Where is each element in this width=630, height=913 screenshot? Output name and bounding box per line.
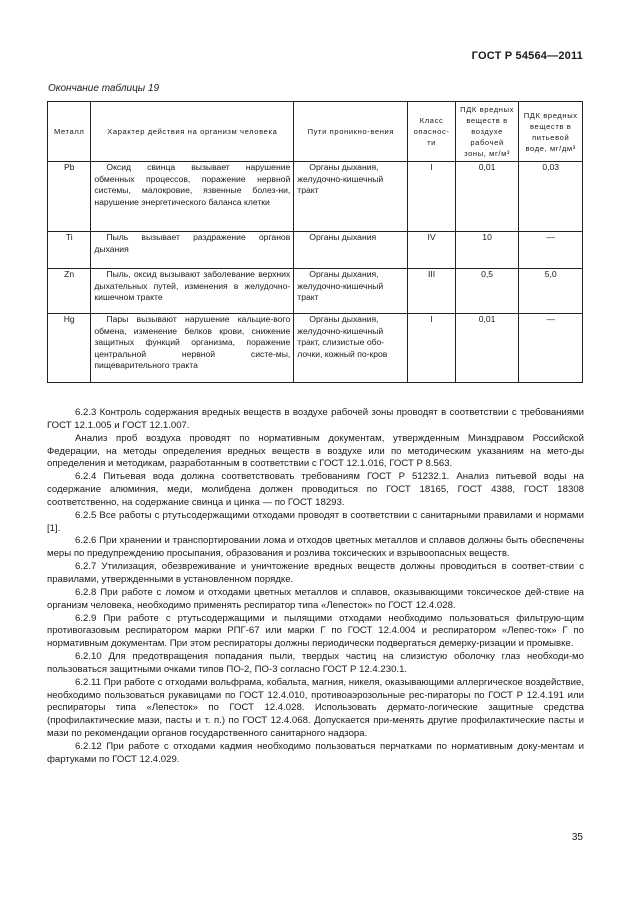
table-row (48, 162, 583, 232)
cell-path: Органы дыхания, желудочно-кишечный тракт (294, 269, 408, 314)
paragraph: 6.2.6 При хранении и транспортировании лома и отходов цветных металлов и сплавов должны быть обеспечены меры по предупреждению просыпания, образования и розлива токсических и взрывоопасных веществ. (47, 535, 584, 560)
paragraph: 6.2.4 Питьевая вода должна соответствовать требованиям ГОСТ Р 51232.1. Анализ питьевой воды на содержание алюминия, меди, молибдена должен проводиться по ГОСТ 18165, ГОСТ 4388, ГОСТ 18308 соответственно, на содержание свинца и цинка — по ГОСТ 18293. (47, 471, 584, 508)
col-header-metal: Металл (48, 102, 91, 162)
cell-metal: Pb (48, 162, 91, 232)
paragraph: Анализ проб воздуха проводят по нормативным документам, утвержденным Минздравом Российской Федерации, на методы определения вредных веществ в воздухе или по методическим указаниям на мето-ды определения и методикам, разработанным в соответствии с ГОСТ 12.1.016, ГОСТ Р 8.563. (47, 432, 584, 470)
table-row (48, 232, 583, 269)
body-text (47, 407, 584, 767)
cell-pdk-air: 0,01 (455, 162, 519, 232)
cell-action: Пыль вызывает раздражение органов дыхания (91, 232, 294, 269)
paragraph: 6.2.9 При работе с ртутьсодержащими и пылящими отходами необходимо пользоваться фильтрую-щим противогазовым респиратором марки РПГ-67 или марки Г по ГОСТ 12.4.004 и респиратором «Лепес-ток» Г по нормативным документам. При этом респираторы должны периодически подвергаться демерку-ризации и промывке. (47, 612, 584, 650)
hazard-table (47, 101, 583, 383)
standard-header: ГОСТ Р 54564—2011 (471, 50, 583, 62)
paragraph: 6.2.12 При работе с отходами кадмия необходимо пользоваться перчатками по нормативным доку-ментам и фартуками по ГОСТ 12.4.029. (47, 740, 584, 765)
cell-metal: Hg (48, 314, 91, 383)
col-header-path: Пути проникно-вения (294, 102, 408, 162)
cell-pdk-water: 5,0 (519, 269, 583, 314)
cell-class: I (408, 314, 455, 383)
cell-pdk-water: — (519, 232, 583, 269)
cell-path: Органы дыхания (294, 232, 408, 269)
cell-path: Органы дыхания, желудочно-кишечный тракт (294, 162, 408, 232)
col-header-pdk-air: ПДК вредных веществ в воздухе рабочей зоны, мг/м³ (455, 102, 519, 162)
cell-pdk-water: — (519, 314, 583, 383)
table-caption: Окончание таблицы 19 (48, 83, 160, 94)
paragraph: 6.2.10 Для предотвращения попадания пыли, твердых частиц на слизистую оболочку глаз необходи-мо пользоваться защитными очками типов ПО-2, ПО-3 согласно ГОСТ Р 12.4.230.1. (47, 651, 584, 675)
cell-class: I (408, 162, 455, 232)
cell-pdk-water: 0,03 (519, 162, 583, 232)
cell-metal: Ti (48, 232, 91, 269)
paragraph: 6.2.5 Все работы с ртутьсодержащими отходами проводят в соответствии с санитарными правилами и нормами [1]. (47, 509, 584, 534)
cell-metal: Zn (48, 269, 91, 314)
cell-class: IV (408, 232, 455, 269)
cell-action: Оксид свинца вызывает нарушение обменных процессов, поражение нервной системы, малокровие, язвенные болез-ни, нарушение энергетического баланса клетки (91, 162, 294, 232)
cell-pdk-air: 10 (455, 232, 519, 269)
table-row (48, 269, 583, 314)
paragraph: 6.2.7 Утилизация, обезвреживание и уничтожение вредных веществ должны проводиться в соответ-ствии с правилами, утвержденными в установленном порядке. (47, 561, 584, 585)
paragraph: 6.2.8 При работе с ломом и отходами цветных металлов и сплавов, оказывающими токсическое дей-ствие на организм человека, необходимо применять респиратор типа «Лепесток» по ГОСТ 12.4.028. (47, 586, 584, 611)
col-header-class: Класс опаснос-ти (408, 102, 455, 162)
cell-path: Органы дыхания, желудочно-кишечный тракт, слизистые обо-лочки, кожный по-кров (294, 314, 408, 383)
cell-action: Пыль, оксид вызывают заболевание верхних дыхательных путей, изменения в желудочно-кишечном тракте (91, 269, 294, 314)
table-header-row (48, 102, 583, 162)
paragraph: 6.2.3 Контроль содержания вредных веществ в воздухе рабочей зоны проводят в соответствии с требованиями ГОСТ 12.1.005 и ГОСТ 12.1.007. (47, 407, 584, 431)
paragraph: 6.2.11 При работе с отходами вольфрама, кобальта, магния, никеля, оказывающими аллергическое воздействие, необходимо пользоваться рукавицами по ГОСТ 12.4.010, противоаэрозольные рес-пираторы по ГОСТ Р 12.4.191 или респираторы типа «Лепесток» по ГОСТ 12.4.028. Использовать дермато-логические защитные средства (профилактические мази, пасты и т. п.) по ГОСТ 12.4.068. Допускается при-менять другие профилактические пасты и мази по рекомендации органов государственного санитарного надзора. (47, 676, 584, 740)
col-header-action: Характер действия на организм человека (91, 102, 294, 162)
table-row (48, 314, 583, 383)
cell-action: Пары вызывают нарушение кальцие-вого обмена, изменение белков крови, снижение защитных функций организма, поражение центральной нервной систе-мы, пищеварительного тракта (91, 314, 294, 383)
page-number: 35 (571, 832, 583, 843)
cell-pdk-air: 0,01 (455, 314, 519, 383)
cell-pdk-air: 0,5 (455, 269, 519, 314)
col-header-pdk-water: ПДК вредных веществ в питьевой воде, мг/дм³ (519, 102, 583, 162)
cell-class: III (408, 269, 455, 314)
